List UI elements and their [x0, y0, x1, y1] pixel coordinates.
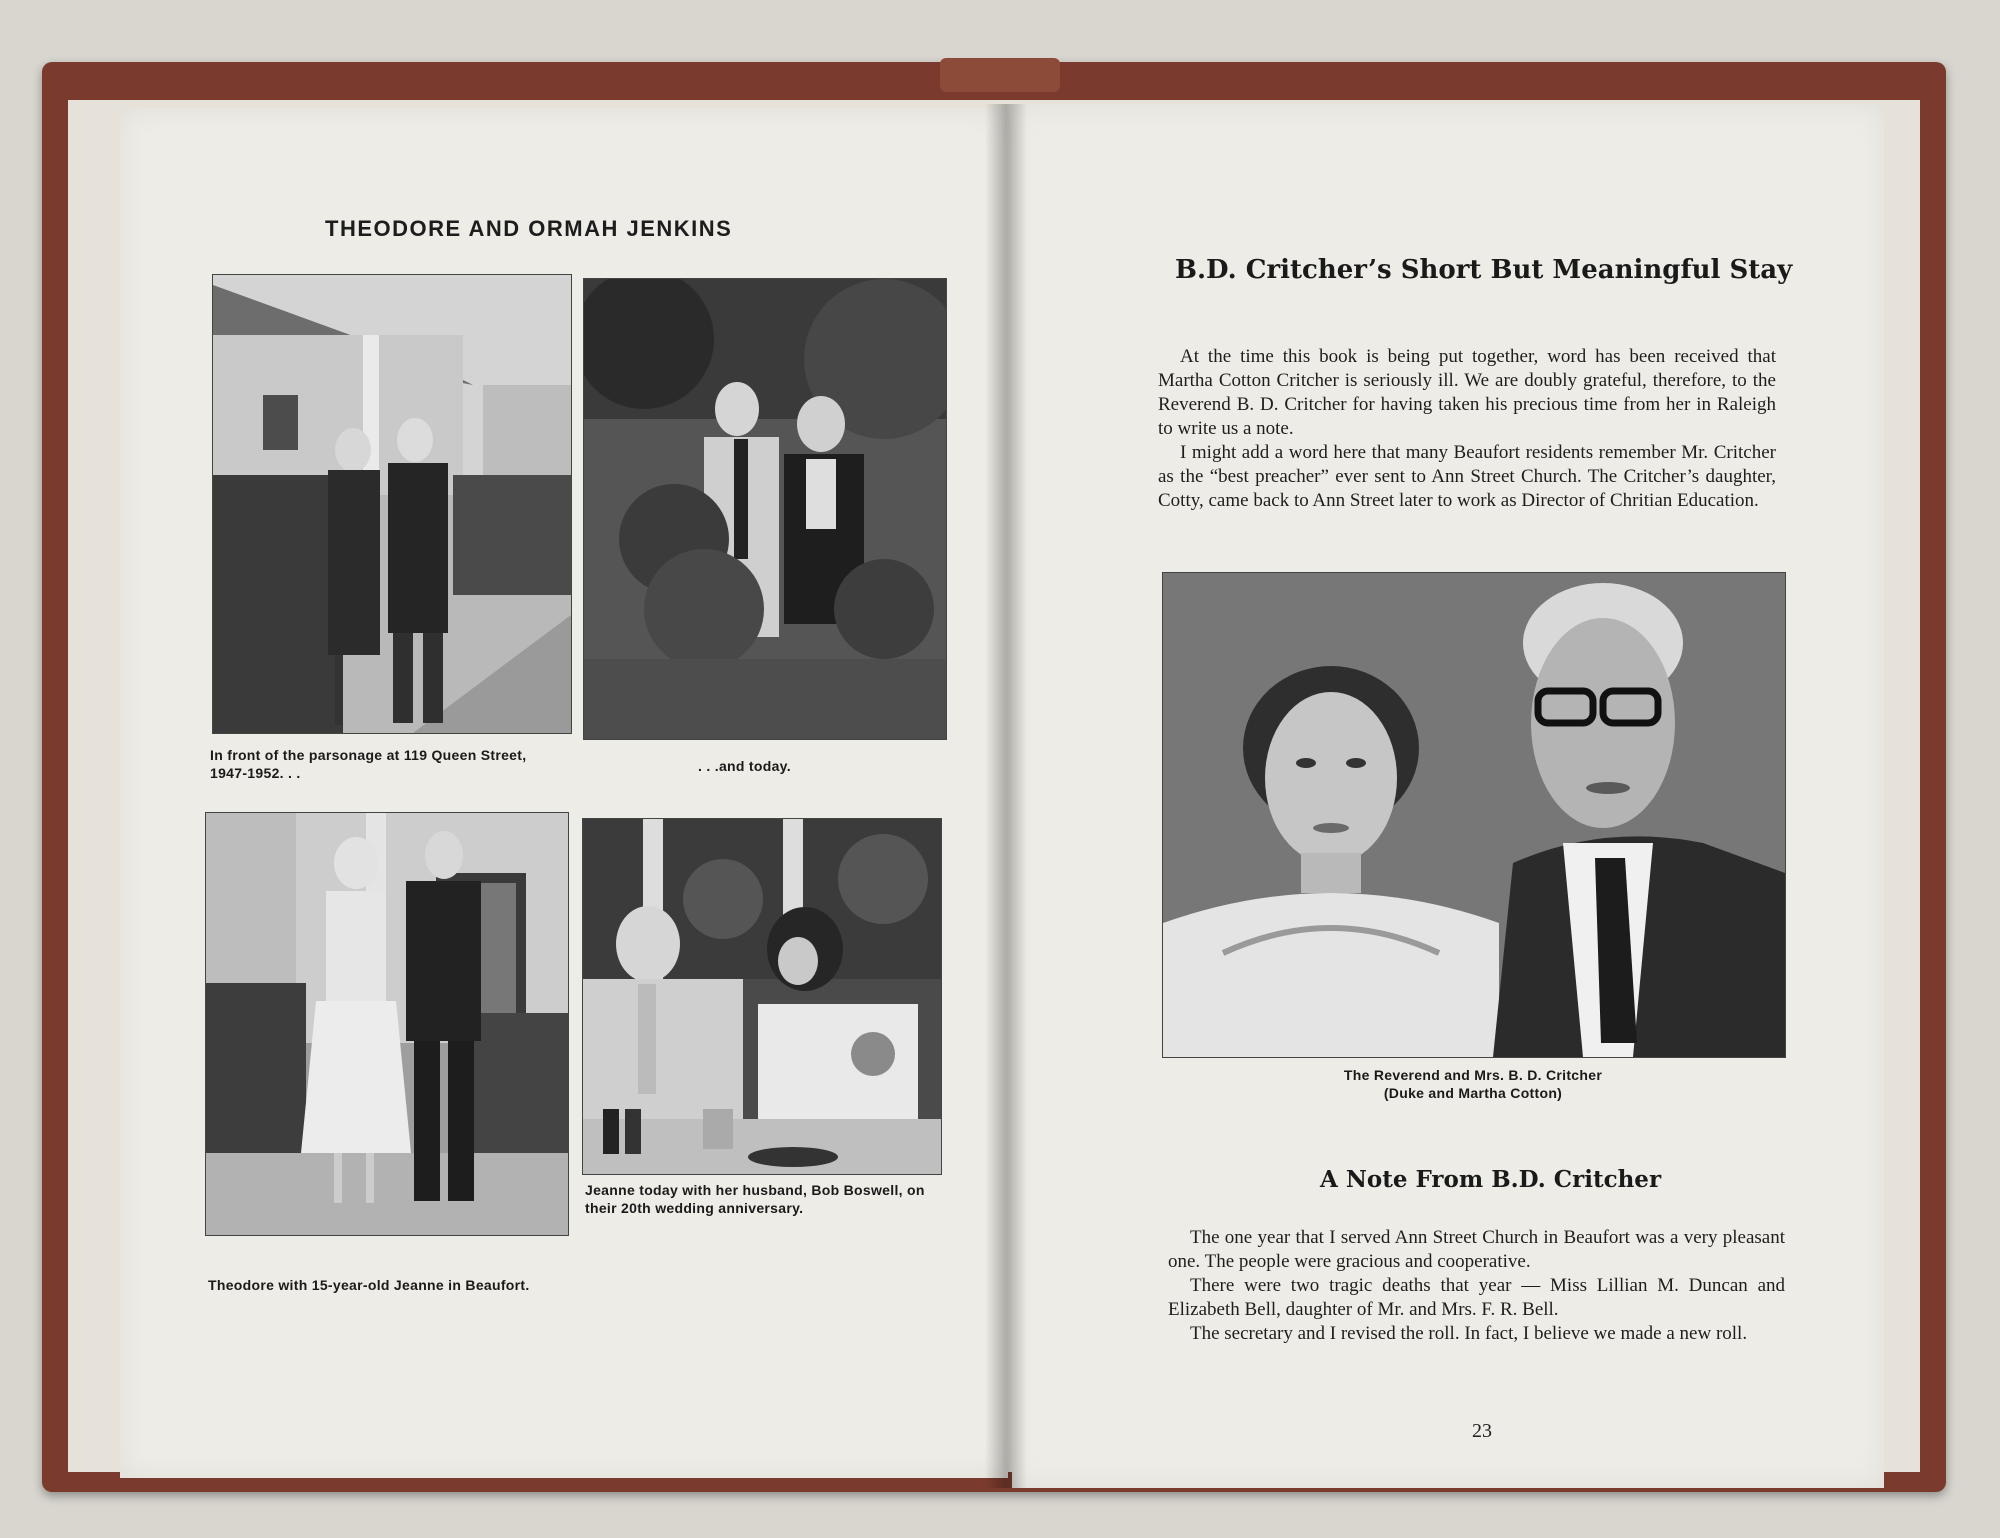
caption-parsonage	[210, 746, 563, 782]
note-paragraph-2: There were two tragic deaths that year — Miss Lillian M. Duncan and Elizabeth Bell, daughter of Mr. and Mrs. F. R. Bell.	[1168, 1275, 1785, 1320]
intro-text	[1158, 345, 1776, 513]
caption-theodore-jeanne	[208, 1276, 560, 1294]
page-number: 23	[1472, 1420, 1492, 1442]
photo-parsonage-1947	[212, 274, 572, 734]
note-paragraph-1: The one year that I served Ann Street Church in Beaufort was a very pleasant one. The people were gracious and cooperative.	[1168, 1227, 1785, 1272]
photo-theodore-jeanne	[205, 812, 569, 1236]
right-page-title: B.D. Critcher’s Short But Meaningful Stay	[1175, 255, 1793, 285]
intro-paragraph-1: At the time this book is being put together, word has been received that Martha Cotton Critcher is seriously ill. We are doubly grateful, therefore, to the Reverend B. D. Critcher for having taken his precious time from her in Raleigh to write us a note.	[1158, 346, 1776, 439]
caption-parsonage-text: In front of the parsonage at 119 Queen Street, 1947-1952. . .	[210, 747, 527, 781]
photo-couple-today	[583, 278, 947, 740]
note-text	[1168, 1226, 1785, 1346]
photo-jeanne-bob	[582, 818, 942, 1175]
portrait-caption	[1162, 1066, 1784, 1102]
note-paragraph-3: The secretary and I revised the roll. In fact, I believe we made a new roll.	[1190, 1323, 1748, 1344]
note-title: A Note From B.D. Critcher	[1320, 1166, 1662, 1193]
portrait-caption-line-1: The Reverend and Mrs. B. D. Critcher	[1343, 1067, 1603, 1083]
caption-theodore-jeanne-text: Theodore with 15-year-old Jeanne in Beaufort.	[208, 1277, 530, 1293]
photo-critcher-portrait	[1162, 572, 1786, 1058]
caption-today: . . .and today.	[698, 758, 791, 774]
book-gutter	[985, 104, 1027, 1488]
book-spine	[940, 58, 1060, 92]
portrait-caption-line-2: (Duke and Martha Cotton)	[1383, 1085, 1563, 1101]
left-page-title: THEODORE AND ORMAH JENKINS	[325, 216, 733, 241]
caption-jeanne-bob	[585, 1181, 939, 1217]
caption-jeanne-bob-text: Jeanne today with her husband, Bob Boswell, on their 20th wedding anniversary.	[585, 1182, 925, 1216]
intro-paragraph-2: I might add a word here that many Beaufort residents remember Mr. Critcher as the “best preacher” ever sent to Ann Street Church. The Critcher’s daughter, Cotty, came back to Ann Street later to work as Director of Chritian Education.	[1158, 442, 1776, 511]
